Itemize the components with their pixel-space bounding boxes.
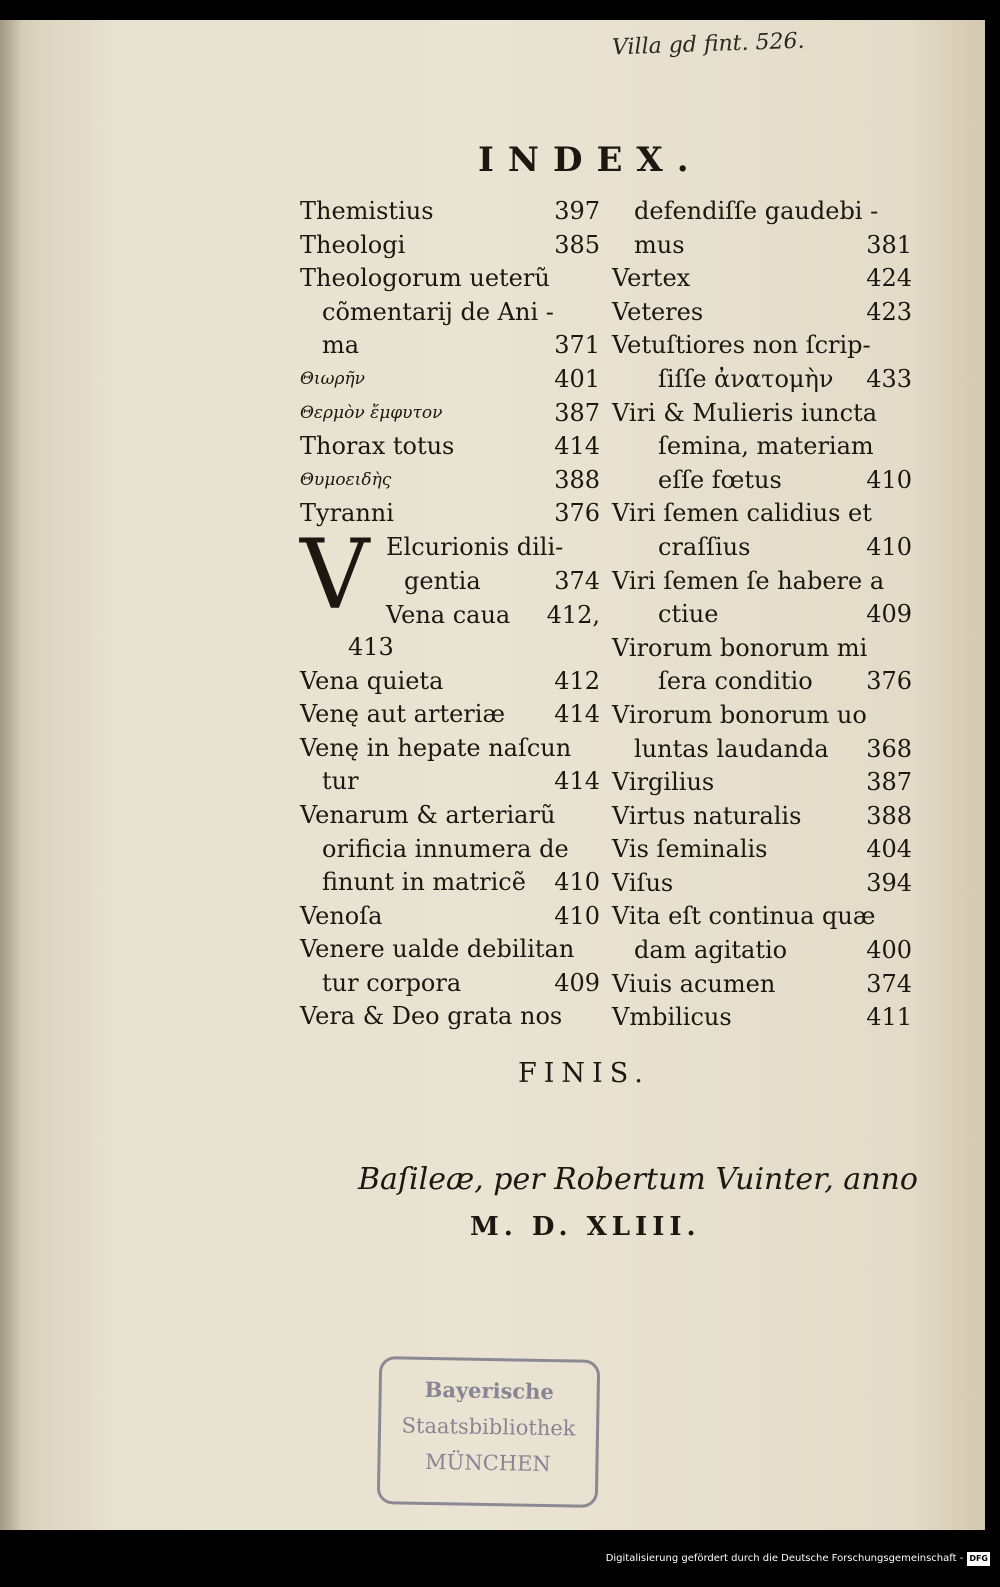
entry-term: Vena caua	[386, 600, 511, 629]
entry-term: Virgilius	[612, 768, 715, 797]
entry-page: 414	[554, 767, 600, 796]
index-entry	[386, 599, 600, 633]
index-entry	[612, 531, 912, 565]
index-title: INDEX.	[478, 140, 703, 180]
index-entry	[300, 900, 600, 934]
index-entry	[386, 531, 600, 565]
entry-term: ſemina, materiam	[658, 432, 874, 461]
index-entry	[612, 464, 912, 498]
left-index-column	[300, 195, 600, 1034]
entry-term: Veteres	[612, 297, 704, 326]
index-entry	[300, 229, 600, 263]
entry-page: 413	[348, 632, 394, 661]
index-entry	[612, 262, 912, 296]
entry-term: Viri ſemen calidius et	[612, 499, 872, 528]
entry-term: Theologorum ueterũ	[300, 264, 550, 293]
entry-term: ſera conditio	[658, 667, 813, 696]
entry-term: Tyranni	[300, 499, 394, 528]
entry-page	[904, 632, 912, 666]
drop-cap-v: V	[300, 518, 370, 631]
index-entry	[300, 866, 600, 900]
entry-page: 371	[554, 331, 600, 360]
library-stamp	[377, 1356, 601, 1508]
index-entry	[300, 933, 600, 967]
index-entry	[300, 765, 600, 799]
entry-page: 412,	[546, 600, 600, 629]
entry-page	[592, 933, 600, 967]
entry-page	[592, 1000, 600, 1034]
entry-term: Vita eſt continua quæ	[612, 902, 876, 931]
entry-page	[592, 732, 600, 766]
entry-page: 414	[554, 700, 600, 729]
index-entry	[612, 296, 912, 330]
entry-page: 409	[554, 968, 600, 997]
entry-page: 374	[866, 969, 912, 998]
footer-bar	[0, 1552, 1000, 1587]
entry-term: eſſe fœtus	[658, 465, 782, 494]
handwritten-shelfmark: Villa gd fint. 526.	[611, 28, 805, 61]
footer-text	[606, 1552, 990, 1566]
entry-page: 424	[866, 264, 912, 293]
entry-term: Thorax totus	[300, 432, 455, 461]
index-entry	[300, 430, 600, 464]
entry-term: Vertex	[612, 264, 691, 293]
entry-page	[904, 397, 912, 431]
index-entry	[612, 565, 912, 599]
entry-term: Θερμὸν ἔμφυτον	[300, 402, 443, 423]
index-entry	[612, 329, 912, 363]
index-entry	[612, 766, 912, 800]
index-entry	[300, 329, 600, 363]
entry-term: Venę aut arteriæ	[300, 700, 505, 729]
entry-term: Venę in hepate naſcun	[300, 733, 572, 762]
stamp-line: MÜNCHEN	[424, 1449, 551, 1477]
entry-page: 381	[866, 230, 912, 259]
entry-term: ſiſſe ἀνατομὴν	[658, 364, 834, 393]
entry-term: Viri & Mulieris iuncta	[612, 398, 878, 427]
entry-page: 385	[554, 230, 600, 259]
index-entry	[612, 900, 912, 934]
entry-term: luntas laudanda	[634, 734, 829, 763]
entry-term: Viri ſemen ſe habere a	[612, 566, 885, 595]
index-entry	[300, 262, 600, 296]
entry-term: craſſius	[658, 532, 751, 561]
index-entry	[300, 732, 600, 766]
entry-page	[592, 833, 600, 867]
index-entry	[612, 800, 912, 834]
entry-term: Themistius	[300, 197, 434, 225]
entry-term: orificia innumera de	[322, 834, 569, 863]
entry-page: 376	[554, 499, 600, 528]
entry-page	[904, 565, 912, 599]
index-entry	[300, 397, 600, 431]
entry-term: gentia	[404, 566, 481, 595]
entry-term: ma	[322, 331, 360, 360]
entry-term: Θυμοειδὴς	[300, 469, 392, 490]
entry-term: Vena quieta	[300, 666, 444, 695]
entry-page	[592, 799, 600, 833]
index-entry	[612, 363, 912, 397]
entry-page: 404	[866, 835, 912, 864]
index-entry	[612, 968, 912, 1002]
index-entry	[300, 363, 600, 397]
right-index-column	[612, 195, 912, 1035]
entry-page: 397	[554, 197, 600, 225]
entry-term: Venarum & arteriarũ	[300, 800, 556, 829]
entry-term: Venere ualde debilitan	[300, 935, 575, 964]
index-entry	[612, 229, 912, 263]
index-entry	[612, 598, 912, 632]
entry-term: Vera & Deo grata nos	[300, 1002, 563, 1031]
entry-page	[904, 900, 912, 934]
imprint-line: Baſileæ, per Robertum Vuinter, anno	[358, 1162, 918, 1197]
index-entry	[404, 565, 600, 599]
entry-term: finunt in matricẽ	[322, 868, 526, 897]
index-entry	[300, 967, 600, 1001]
entry-term: cõmentarij de Ani -	[322, 297, 554, 326]
entry-page: 394	[866, 868, 912, 897]
entry-page: 410	[554, 901, 600, 930]
entry-term: mus	[634, 230, 685, 259]
entry-page	[904, 699, 912, 733]
index-entry	[300, 296, 600, 330]
index-entry	[612, 934, 912, 968]
index-entry	[612, 699, 912, 733]
entry-page	[904, 195, 912, 229]
index-entry	[300, 195, 600, 229]
entry-page: 409	[866, 600, 912, 629]
index-entry	[612, 833, 912, 867]
finis-line: FINIS.	[518, 1058, 650, 1089]
entry-term: Venoſa	[300, 901, 383, 930]
stamp-line: Staatsbibliothek	[401, 1413, 576, 1441]
entry-term: Virorum bonorum uo	[612, 700, 867, 729]
index-entry	[612, 497, 912, 531]
index-entry	[612, 1001, 912, 1035]
entry-page: 388	[554, 465, 600, 494]
index-entry	[612, 397, 912, 431]
entry-page: 401	[554, 364, 600, 393]
footer-credit: Digitalisierung gefördert durch die Deutsche Forschungsgemeinschaft -	[605, 1553, 964, 1564]
index-entry	[300, 464, 600, 498]
index-entry	[300, 1000, 600, 1034]
entry-page: 374	[554, 566, 600, 595]
entry-page: 411	[866, 1003, 912, 1032]
v-section-start	[300, 518, 600, 631]
entry-page: 423	[866, 297, 912, 326]
entry-term: ctiue	[658, 600, 719, 629]
index-entry	[300, 665, 600, 699]
entry-page: 410	[866, 532, 912, 561]
entry-page: 387	[554, 398, 600, 427]
entry-term: Vis ſeminalis	[612, 835, 768, 864]
entry-page: 410	[554, 868, 600, 897]
entry-term: Viſus	[612, 868, 674, 897]
entry-page: 400	[866, 936, 912, 965]
stamp-line: Bayerische	[424, 1376, 555, 1405]
entry-page	[904, 329, 912, 363]
index-entry	[612, 632, 912, 666]
entry-page: 376	[866, 667, 912, 696]
entry-term: tur	[322, 767, 359, 796]
entry-page: 387	[866, 768, 912, 797]
entry-page: 368	[866, 734, 912, 763]
entry-term: Θιωρῆν	[300, 368, 365, 389]
entry-term: Virorum bonorum mi	[612, 633, 868, 662]
entry-term: Viuis acumen	[612, 969, 776, 998]
entry-term: dam agitatio	[634, 936, 788, 965]
dfg-logo: DFG	[967, 1552, 990, 1566]
index-entry	[612, 430, 912, 464]
index-entry	[300, 833, 600, 867]
entry-term: Elcurionis dili-	[386, 532, 564, 561]
entry-page: 414	[554, 432, 600, 461]
index-entry	[300, 698, 600, 732]
index-entry	[612, 195, 912, 229]
imprint-year: M. D. XLIII.	[470, 1212, 701, 1242]
index-entry	[612, 665, 912, 699]
entry-page	[904, 497, 912, 531]
entry-page	[592, 296, 600, 330]
entry-term: Theologi	[300, 230, 406, 259]
index-entry	[612, 867, 912, 901]
entry-page: 410	[866, 465, 912, 494]
entry-term: Vetuſtiores non ſcrip-	[612, 331, 871, 360]
entry-term: Virtus naturalis	[612, 801, 802, 830]
entry-page	[904, 430, 912, 464]
entry-page: 388	[866, 801, 912, 830]
entry-page	[592, 262, 600, 296]
entry-page: 433	[866, 364, 912, 393]
index-entry	[612, 733, 912, 767]
index-entry	[300, 631, 600, 665]
entry-term: defendiſſe gaudebi -	[634, 197, 879, 225]
index-entry	[300, 799, 600, 833]
entry-term: Vmbilicus	[612, 1003, 732, 1032]
entry-term: tur corpora	[322, 968, 462, 997]
entry-page: 412	[554, 666, 600, 695]
